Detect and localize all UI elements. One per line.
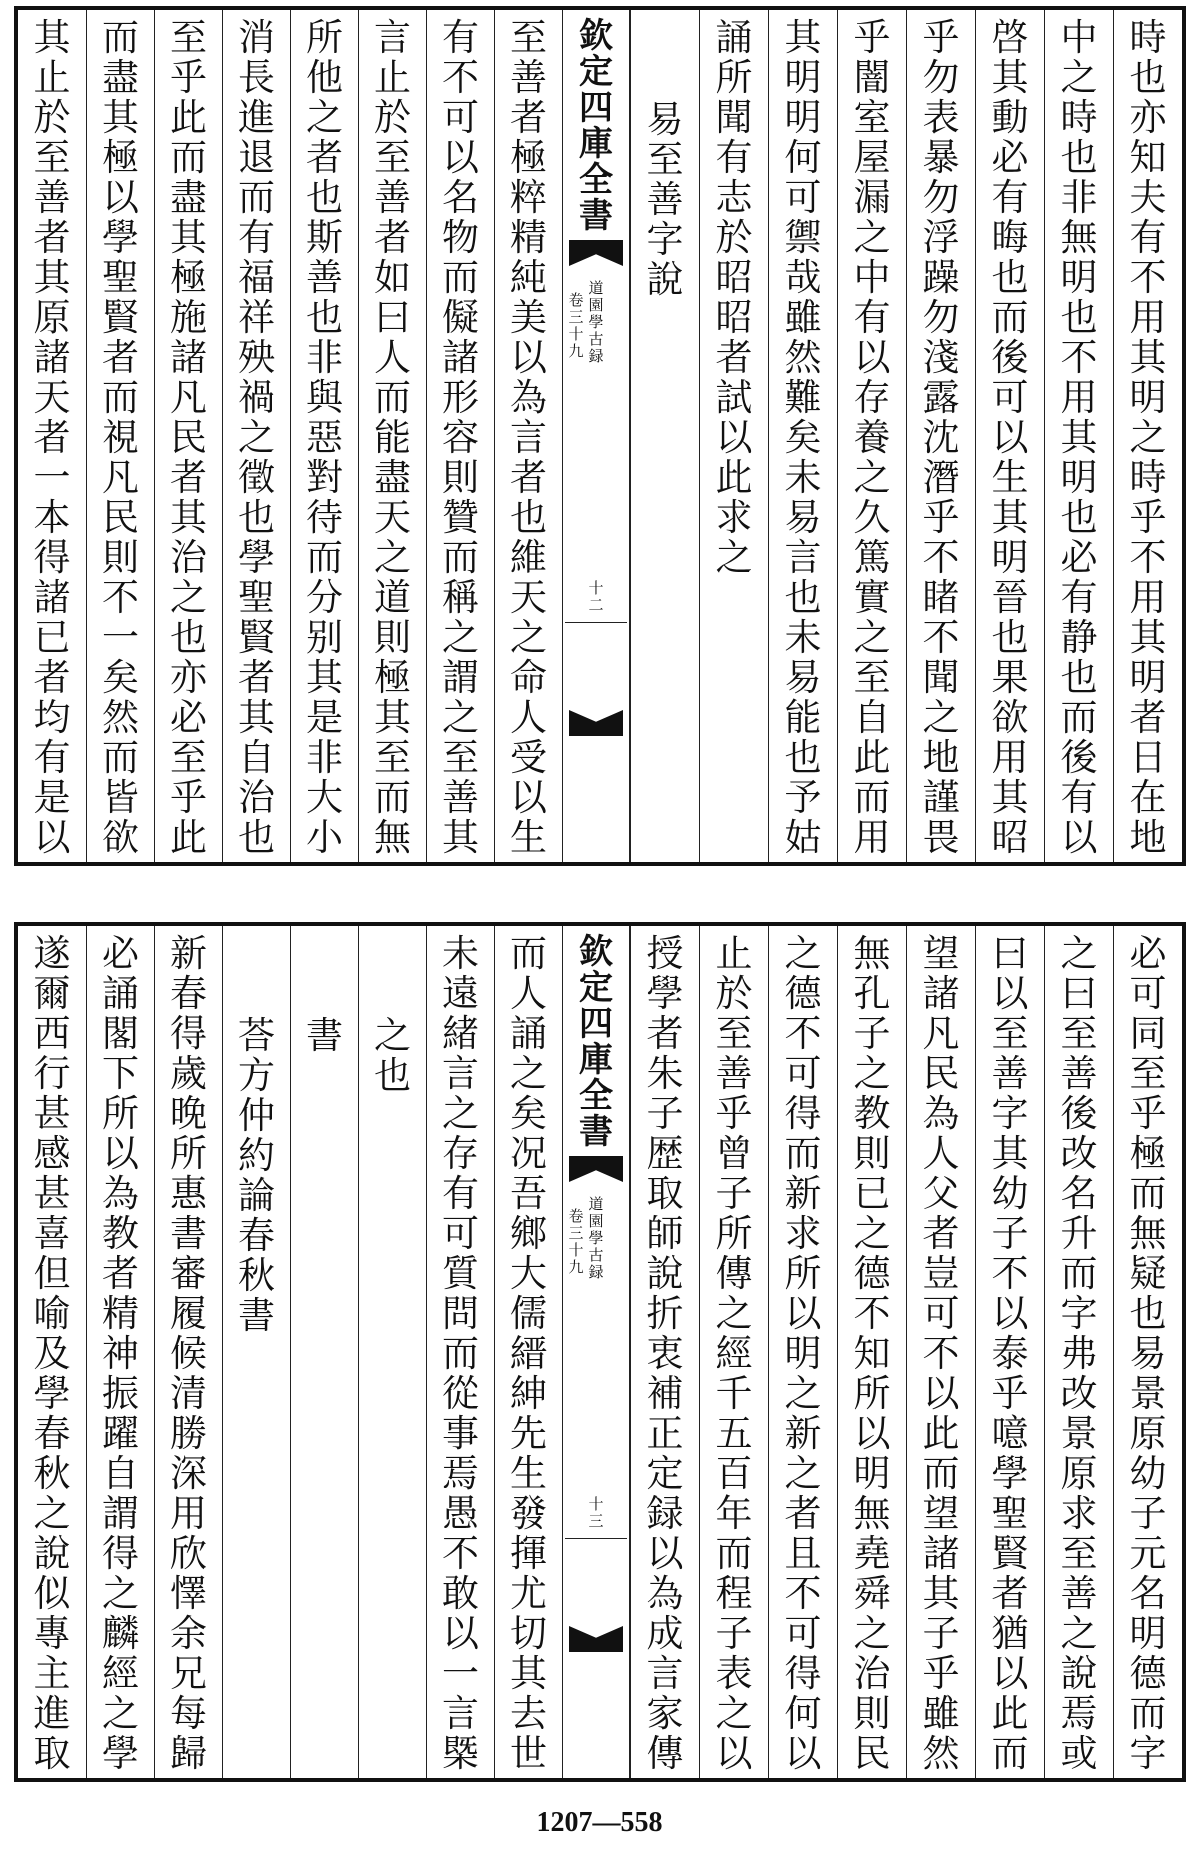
text-column bbox=[222, 926, 290, 1778]
text-column bbox=[906, 926, 975, 1778]
text-column bbox=[494, 10, 562, 862]
column-text: 有 不 可 以 名 物 而 儗 諸 形 容 則 贊 而 稱 之 謂 之 至 善 其 bbox=[442, 16, 479, 859]
gutter-rule bbox=[565, 1538, 627, 1539]
gutter-volume bbox=[567, 1208, 585, 1276]
gutter-page-number bbox=[587, 1496, 605, 1530]
column-text: 至 善 者 極 粹 精 純 美 以 為 言 者 也 維 天 之 命 人 受 以 生 bbox=[510, 16, 547, 859]
text-column bbox=[86, 926, 154, 1778]
column-text: 其 明 明 何 可 禦 哉 雖 然 難 矣 未 易 言 也 未 易 能 也 予 姑 bbox=[784, 16, 822, 859]
column-text: 誦 所 聞 有 志 於 昭 昭 者 試 以 此 求 之 bbox=[715, 16, 753, 579]
gutter-char: 十 bbox=[588, 579, 604, 597]
column-text: 中 之 時 也 非 無 明 也 不 用 其 明 也 必 有 静 也 而 後 有 以 bbox=[1060, 16, 1098, 859]
gutter-char: 書 bbox=[579, 196, 613, 236]
column-text: 所 他 之 者 也 斯 善 也 非 與 惡 對 待 而 分 别 其 是 非 大 小 bbox=[306, 16, 343, 859]
text-column bbox=[906, 10, 975, 862]
gutter-char: 卷 bbox=[568, 1207, 584, 1225]
text-column bbox=[837, 10, 906, 862]
gutter-char: 道 bbox=[588, 279, 604, 297]
gutter-char: 庫 bbox=[579, 124, 613, 164]
text-column bbox=[1113, 926, 1182, 1778]
text-column bbox=[1044, 926, 1113, 1778]
gutter-char: 卷 bbox=[568, 291, 584, 309]
gutter-char: 學 bbox=[588, 313, 604, 331]
fish-tail-top-icon bbox=[569, 240, 623, 266]
gutter-char: 録 bbox=[588, 347, 604, 365]
column-text: 而 盡 其 極 以 學 聖 賢 者 而 視 凡 民 則 不 一 矣 然 而 皆 欲 bbox=[102, 16, 139, 859]
gutter-title bbox=[563, 18, 629, 234]
text-column bbox=[222, 10, 290, 862]
text-column bbox=[1044, 10, 1113, 862]
text-column bbox=[290, 10, 358, 862]
gutter-char: 書 bbox=[579, 1112, 613, 1152]
text-column bbox=[699, 10, 768, 862]
text-column bbox=[18, 926, 86, 1778]
fish-tail-top-icon bbox=[569, 1156, 623, 1182]
gutter-char: 園 bbox=[588, 296, 604, 314]
gutter-char: 十 bbox=[568, 325, 584, 343]
column-text: 其 止 於 至 善 者 其 原 諸 天 者 一 本 得 諸 已 者 均 有 是 以 bbox=[33, 16, 71, 859]
text-column bbox=[358, 10, 426, 862]
text-column bbox=[494, 926, 562, 1778]
text-column bbox=[630, 10, 699, 862]
gutter-char: 録 bbox=[588, 1263, 604, 1281]
bottom-gutter bbox=[562, 926, 630, 1778]
column-text: 荅 方 仲 約 論 春 秋 書 bbox=[238, 1014, 275, 1337]
gutter-char: 古 bbox=[588, 330, 604, 348]
column-text: 易 至 善 字 說 bbox=[646, 98, 684, 301]
column-text: 授 學 者 朱 子 歴 取 師 說 折 衷 補 正 定 録 以 為 成 言 家 傳 bbox=[646, 932, 684, 1775]
gutter-char: 三 bbox=[568, 1224, 584, 1242]
gutter-char: 全 bbox=[579, 1076, 613, 1116]
column-text: 言 止 於 至 善 者 如 曰 人 而 能 盡 天 之 道 則 極 其 至 而 無 bbox=[374, 16, 411, 859]
text-column bbox=[426, 926, 494, 1778]
gutter-char: 三 bbox=[568, 308, 584, 326]
column-text: 乎 闇 室 屋 漏 之 中 有 以 存 養 之 久 篤 實 之 至 自 此 而 用 bbox=[853, 16, 891, 859]
column-text: 無 孔 子 之 教 則 已 之 德 不 知 所 以 明 無 堯 舜 之 治 則 民 bbox=[853, 932, 891, 1775]
gutter-char: 三 bbox=[588, 1512, 604, 1530]
column-text: 新 春 得 歲 晚 所 惠 書 審 履 候 清 勝 深 用 欣 懌 余 兄 每 歸 bbox=[170, 932, 207, 1775]
gutter-book bbox=[587, 1196, 605, 1281]
text-column bbox=[975, 10, 1044, 862]
gutter-title bbox=[563, 934, 629, 1150]
gutter-book bbox=[587, 280, 605, 365]
gutter-char: 古 bbox=[588, 1246, 604, 1264]
text-column bbox=[768, 10, 837, 862]
fish-tail-bottom-icon bbox=[569, 710, 623, 736]
text-column bbox=[1113, 10, 1182, 862]
gutter-page-number bbox=[587, 580, 605, 614]
column-text: 啓 其 動 必 有 晦 也 而 後 可 以 生 其 明 晉 也 果 欲 用 其 昭 bbox=[991, 16, 1029, 859]
text-column bbox=[290, 926, 358, 1778]
top-gutter bbox=[562, 10, 630, 862]
page-footer-number: 1207—558 bbox=[536, 1807, 663, 1838]
gutter-char: 九 bbox=[568, 342, 584, 360]
text-column bbox=[154, 10, 222, 862]
gutter-char: 十 bbox=[568, 1241, 584, 1259]
text-column bbox=[426, 10, 494, 862]
gutter-char: 全 bbox=[579, 160, 613, 200]
gutter-char: 園 bbox=[588, 1212, 604, 1230]
gutter-volume bbox=[567, 292, 585, 360]
text-column bbox=[768, 926, 837, 1778]
text-column bbox=[837, 926, 906, 1778]
column-text: 消 長 進 退 而 有 福 祥 殃 禍 之 徵 也 學 聖 賢 者 其 自 治 也 bbox=[238, 16, 275, 859]
text-column bbox=[86, 10, 154, 862]
column-text: 必 可 同 至 乎 極 而 無 疑 也 易 景 原 幼 子 元 名 明 德 而 字 bbox=[1129, 932, 1167, 1775]
text-column bbox=[630, 926, 699, 1778]
column-text: 之 曰 至 善 後 改 名 升 而 字 弗 改 景 原 求 至 善 之 說 焉 或 bbox=[1060, 932, 1098, 1775]
column-text: 時 也 亦 知 夫 有 不 用 其 明 之 時 乎 不 用 其 明 者 日 在 地 bbox=[1129, 16, 1167, 859]
gutter-char: 四 bbox=[579, 88, 613, 128]
top-page bbox=[14, 6, 1186, 866]
gutter-char: 定 bbox=[579, 968, 613, 1008]
column-text: 遂 爾 西 行 甚 感 甚 喜 但 喻 及 學 春 秋 之 說 似 專 主 進 取 bbox=[33, 932, 71, 1775]
column-text: 曰 以 至 善 字 其 幼 子 不 以 泰 乎 噫 學 聖 賢 者 猶 以 此 而 bbox=[991, 932, 1029, 1775]
column-text: 望 諸 凡 民 為 人 父 者 豈 可 不 以 此 而 望 諸 其 子 乎 雖 然 bbox=[922, 932, 960, 1775]
column-text: 之 德 不 可 得 而 新 求 所 以 明 之 新 之 者 且 不 可 得 何 以 bbox=[784, 932, 822, 1775]
gutter-char: 二 bbox=[588, 596, 604, 614]
gutter-char: 四 bbox=[579, 1004, 613, 1044]
column-text: 未 遠 緒 言 之 存 有 可 質 問 而 從 事 焉 愚 不 敢 以 一 言 槩 bbox=[442, 932, 479, 1775]
column-text: 書 bbox=[306, 1014, 343, 1057]
column-text: 而 人 誦 之 矣 况 吾 鄉 大 儒 縉 紳 先 生 發 揮 尤 切 其 去 世 bbox=[510, 932, 547, 1775]
text-column bbox=[18, 10, 86, 862]
gutter-char: 欽 bbox=[579, 16, 613, 56]
column-text: 乎 勿 表 暴 勿 浮 躁 勿 淺 露 沈 潛 乎 不 睹 不 聞 之 地 謹 畏 bbox=[922, 16, 960, 859]
column-text: 必 誦 閣 下 所 以 為 教 者 精 神 振 躍 自 謂 得 之 麟 經 之 學 bbox=[102, 932, 139, 1775]
gutter-char: 學 bbox=[588, 1229, 604, 1247]
gutter-rule bbox=[565, 622, 627, 623]
gutter-char: 十 bbox=[588, 1495, 604, 1513]
gutter-char: 道 bbox=[588, 1195, 604, 1213]
gutter-char: 庫 bbox=[579, 1040, 613, 1080]
gutter-char: 欽 bbox=[579, 932, 613, 972]
text-column bbox=[154, 926, 222, 1778]
text-column bbox=[358, 926, 426, 1778]
column-text: 止 於 至 善 乎 曾 子 所 傳 之 經 千 五 百 年 而 程 子 表 之 以 bbox=[715, 932, 753, 1775]
column-text: 至 乎 此 而 盡 其 極 施 諸 凡 民 者 其 治 之 也 亦 必 至 乎 此 bbox=[170, 16, 207, 859]
fish-tail-bottom-icon bbox=[569, 1626, 623, 1652]
gutter-char: 定 bbox=[579, 52, 613, 92]
gutter-char: 九 bbox=[568, 1258, 584, 1276]
column-text: 之 也 bbox=[374, 1014, 411, 1097]
text-column bbox=[699, 926, 768, 1778]
bottom-page bbox=[14, 922, 1186, 1782]
text-column bbox=[975, 926, 1044, 1778]
